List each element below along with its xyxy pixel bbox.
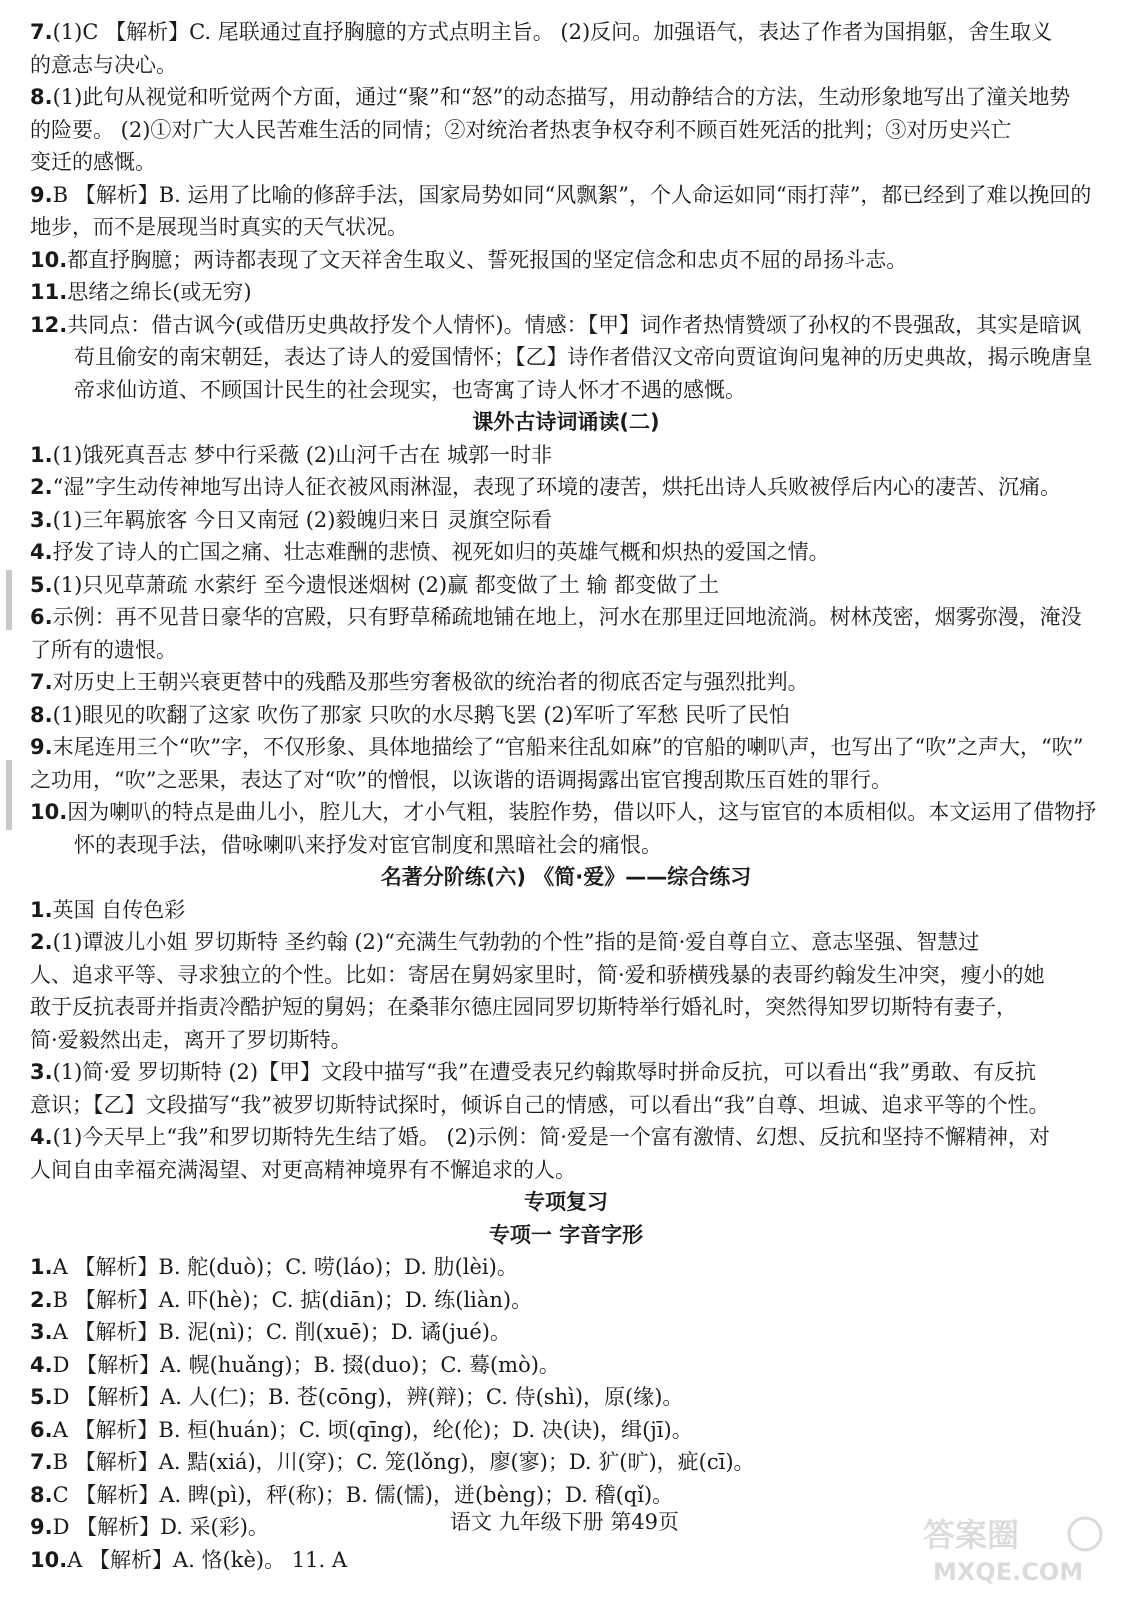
item-number: 9.	[30, 182, 53, 207]
item-number: 3.	[30, 1060, 53, 1084]
answer-continuation	[30, 341, 1102, 374]
answer-item	[30, 504, 1102, 537]
item-number: 1.	[30, 442, 53, 467]
answer-item	[30, 16, 1102, 49]
item-text: (1)简·爱 罗切斯特 (2)【甲】文段中描写“我”在遭受表兄约翰欺辱时拼命反抗，可以看出“我”勇敢、有反抗	[52, 1060, 1037, 1084]
item-text: B 【解析】A. 黠(xiá)，川(穿)；C. 笼(lǒng)，廖(寥)；D. 犷(旷)，疵(cī)。	[52, 1450, 755, 1474]
item-text: 意识；【乙】文段描写“我”被罗切斯特试探时，倾诉自己的情感，可以看出“我”自尊、坦诚、追求平等的个性。	[30, 1092, 1050, 1117]
answer-item	[30, 276, 1102, 309]
item-text: D 【解析】A. 人(仁)；B. 苍(cōng)，辨(辩)；C. 侍(shì)，原(缘)。	[52, 1385, 684, 1409]
answer-item	[30, 1446, 1102, 1479]
answer-continuation	[30, 829, 1102, 862]
watermark-circle	[1069, 1518, 1101, 1550]
item-number: 10.	[30, 247, 68, 272]
item-number: 6.	[30, 1417, 53, 1442]
item-text: 怀的表现手法，借咏喇叭来抒发对宦官制度和黑暗社会的痛恨。	[74, 832, 662, 857]
answer-item	[30, 601, 1102, 634]
item-text: (1)只见草萧疏 水萦纡 至今遗恨迷烟树 (2)赢 都变做了土 输 都变做了土	[52, 572, 720, 597]
item-text: C 【解析】A. 睥(pì)，秤(称)；B. 儒(懦)，迸(bèng)；D. 稽(qǐ)。	[52, 1482, 674, 1507]
item-text: 因为喇叭的特点是曲儿小，腔儿大，才小气粗，装腔作势，借以吓人，这与宦官的本质相似。本文运用了借物抒	[67, 800, 1097, 824]
item-number: 8.	[30, 1482, 53, 1507]
answer-item	[30, 926, 1102, 959]
item-text: (1)C 【解析】C. 尾联通过直抒胸臆的方式点明主旨。 (2)反问。加强语气，表达了作者为国捐躯，舍生取义	[52, 20, 1053, 44]
item-text: 抒发了诗人的亡国之痛、壮志难酬的悲愤、视死如归的英雄气概和炽热的爱国之情。	[52, 540, 830, 564]
item-text: 英国 自传色彩	[52, 897, 186, 922]
answer-item	[30, 471, 1102, 504]
watermark-top-text: 答案圈	[923, 1516, 1020, 1554]
item-text: 的险要。 (2)①对广大人民苦难生活的同情；②对统治者热衷争权夺利不顾百姓死活的批判；③对历史兴亡	[30, 117, 1012, 142]
item-number: 7.	[30, 1450, 53, 1474]
item-text: (1)今天早上“我”和罗切斯特先生结了婚。 (2)示例：简·爱是一个富有激情、幻想、反抗和坚持不懈精神，对	[52, 1125, 1050, 1149]
item-number: 1.	[30, 897, 53, 922]
item-text: D 【解析】A. 幌(huǎng)；B. 掇(duo)；C. 蓦(mò)。	[52, 1352, 560, 1377]
item-number: 10.	[30, 1547, 68, 1572]
section-heading: 名著分阶练(六) 《简·爱》——综合练习	[380, 865, 752, 889]
answer-item	[30, 309, 1102, 342]
item-text: B 【解析】B. 运用了比喻的修辞手法，国家局势如同“风飘絮”，个人命运如同“雨打萍”，都已经到了难以挽回的	[52, 182, 1092, 207]
answer-item	[30, 81, 1102, 114]
answer-item	[30, 1251, 1102, 1284]
item-number: 11.	[30, 280, 68, 304]
item-number: 9.	[30, 1515, 53, 1539]
answer-item	[30, 699, 1102, 732]
item-number: 6.	[30, 605, 53, 629]
item-text: (1)眼见的吹翻了这家 吹伤了那家 只吹的水尽鹅飞罢 (2)军听了军愁 民听了民怕	[52, 702, 790, 727]
item-number: 2.	[30, 475, 53, 499]
answer-item	[30, 796, 1102, 829]
answer-continuation	[30, 634, 1102, 667]
item-number: 5.	[30, 572, 53, 597]
answer-continuation	[30, 1024, 1102, 1057]
answer-item	[30, 244, 1102, 277]
item-text: 对历史上王朝兴衰更替中的残酷及那些穷奢极欲的统治者的彻底否定与强烈批判。	[52, 670, 809, 694]
answer-item	[30, 1349, 1102, 1382]
item-text: (1)三年羁旅客 今日又南冠 (2)毅魄归来日 灵旗空际看	[52, 507, 553, 532]
item-text: 帝求仙访道、不顾国计民生的社会现实，也寄寓了诗人怀才不遇的感慨。	[74, 377, 746, 402]
watermark-logo	[915, 1508, 1115, 1590]
item-text: (1)此句从视觉和听觉两个方面，通过“聚”和“怒”的动态描写，用动静结合的方法，生动形象地写出了潼关地势	[52, 85, 1071, 109]
item-text: 共同点：借古讽今(或借历史典故抒发个人情怀)。情感：【甲】词作者热情赞颂了孙权的不畏强敌，其实是暗讽	[67, 312, 1082, 337]
item-text: 人、追求平等、寻求独立的个性。比如：寄居在舅妈家里时，简·爱和骄横残暴的表哥约翰发生冲突，瘦小的她	[30, 962, 1045, 987]
answer-continuation	[30, 114, 1102, 147]
answer-continuation	[30, 146, 1102, 179]
item-number: 4.	[30, 1125, 53, 1149]
item-number: 8.	[30, 85, 53, 109]
answer-text-body	[30, 16, 1102, 1576]
answer-item	[30, 731, 1102, 764]
item-number: 1.	[30, 1255, 53, 1279]
item-number: 4.	[30, 540, 53, 564]
answer-continuation	[30, 959, 1102, 992]
watermark-bottom-text: MXQE.COM	[933, 1558, 1084, 1586]
answer-item	[30, 536, 1102, 569]
item-number: 7.	[30, 20, 53, 44]
section-heading: 专项复习	[524, 1190, 608, 1214]
answer-item	[30, 666, 1102, 699]
item-text: 都直抒胸臆；两诗都表现了文天祥舍生取义、誓死报国的坚定信念和忠贞不屈的昂扬斗志。	[67, 247, 908, 272]
item-number: 7.	[30, 670, 53, 694]
item-number: 2.	[30, 1287, 53, 1312]
item-number: 8.	[30, 702, 53, 727]
answer-item	[30, 1056, 1102, 1089]
answer-continuation	[30, 991, 1102, 1024]
item-text: A 【解析】B. 桓(huán)；C. 顷(qīng)，纶(伦)；D. 决(诀)，缉(jī)。	[52, 1417, 693, 1442]
item-number: 10.	[30, 800, 68, 824]
item-text: “湿”字生动传神地写出诗人征衣被风雨淋湿，表现了环境的凄苦，烘托出诗人兵败被俘后内心的凄苦、沉痛。	[52, 475, 1062, 499]
answer-continuation	[30, 1154, 1102, 1187]
answer-item	[30, 894, 1102, 927]
item-number: 4.	[30, 1352, 53, 1377]
answer-continuation	[30, 374, 1102, 407]
item-text: 苟且偷安的南宋朝廷，表达了诗人的爱国情怀；【乙】诗作者借汉文帝向贾谊询问鬼神的历史典故，揭示晚唐皇	[74, 345, 1093, 369]
answer-item	[30, 1121, 1102, 1154]
item-text: A 【解析】B. 舵(duò)；C. 唠(láo)；D. 肋(lèi)。	[52, 1255, 518, 1279]
answer-continuation	[30, 764, 1102, 797]
item-text: 思绪之绵长(或无穷)	[67, 280, 252, 304]
item-text: 示例：再不见昔日豪华的宫殿，只有野草稀疏地铺在地上，河水在那里迂回地流淌。树林茂密，烟雾弥漫，淹没	[52, 605, 1082, 629]
item-number: 5.	[30, 1385, 53, 1409]
item-text: 人间自由幸福充满渴望、对更高精神境界有不懈追求的人。	[30, 1157, 576, 1182]
item-number: 12.	[30, 312, 68, 337]
item-number: 9.	[30, 735, 53, 759]
item-text: D 【解析】D. 采(彩)。	[52, 1515, 269, 1539]
item-number: 2.	[30, 930, 53, 954]
answer-continuation	[30, 49, 1102, 82]
item-number: 3.	[30, 1320, 53, 1344]
item-text: 之功用，“吹”之恶果，表达了对“吹”的憎恨，以诙谐的语调揭露出宦官搜刮欺压百姓的罪行。	[30, 767, 892, 792]
item-text: 地步，而不是展现当时真实的天气状况。	[30, 215, 408, 239]
item-text: (1)谭波儿小姐 罗切斯特 圣约翰 (2)“充满生气勃勃的个性”指的是简·爱自尊自立、意志坚强、智慧过	[52, 930, 980, 954]
answer-continuation	[30, 1089, 1102, 1122]
item-text: 变迁的感慨。	[30, 150, 156, 174]
item-text: B 【解析】A. 吓(hè)；C. 掂(diān)；D. 练(liàn)。	[52, 1287, 533, 1312]
scan-edge-mark	[6, 570, 12, 630]
answer-item	[30, 179, 1102, 212]
item-text: 末尾连用三个“吹”字，不仅形象、具体地描绘了“官船来往乱如麻”的官船的喇叭声，也写出了“吹”之声大，“吹”	[52, 735, 1084, 759]
item-text: (1)饿死真吾志 梦中行采薇 (2)山河千古在 城郭一时非	[52, 442, 553, 467]
item-text: 简·爱毅然出走，离开了罗切斯特。	[30, 1027, 352, 1052]
answer-item	[30, 1381, 1102, 1414]
item-text: 敢于反抗表哥并指责冷酷护短的舅妈；在桑菲尔德庄园同罗切斯特举行婚礼时，突然得知罗切斯特有妻子，	[30, 995, 1017, 1019]
section-heading: 课外古诗词诵读(二)	[472, 410, 660, 434]
page-footer: 语文 九年级下册 第49页	[449, 1510, 680, 1534]
answer-item	[30, 1414, 1102, 1447]
item-text: 了所有的遗恨。	[30, 637, 177, 662]
answer-item	[30, 569, 1102, 602]
section-heading: 专项一 字音字形	[488, 1222, 644, 1247]
item-text: 的意志与决心。	[30, 52, 177, 77]
item-text: A 【解析】B. 泥(nì)；C. 削(xuē)；D. 谲(jué)。	[52, 1320, 511, 1344]
answer-item	[30, 439, 1102, 472]
answer-item	[30, 1316, 1102, 1349]
answer-item	[30, 1284, 1102, 1317]
item-text: A 【解析】A. 恪(kè)。 11. A	[67, 1547, 348, 1572]
scan-edge-mark	[6, 760, 12, 830]
answer-continuation	[30, 211, 1102, 244]
item-number: 3.	[30, 507, 53, 532]
